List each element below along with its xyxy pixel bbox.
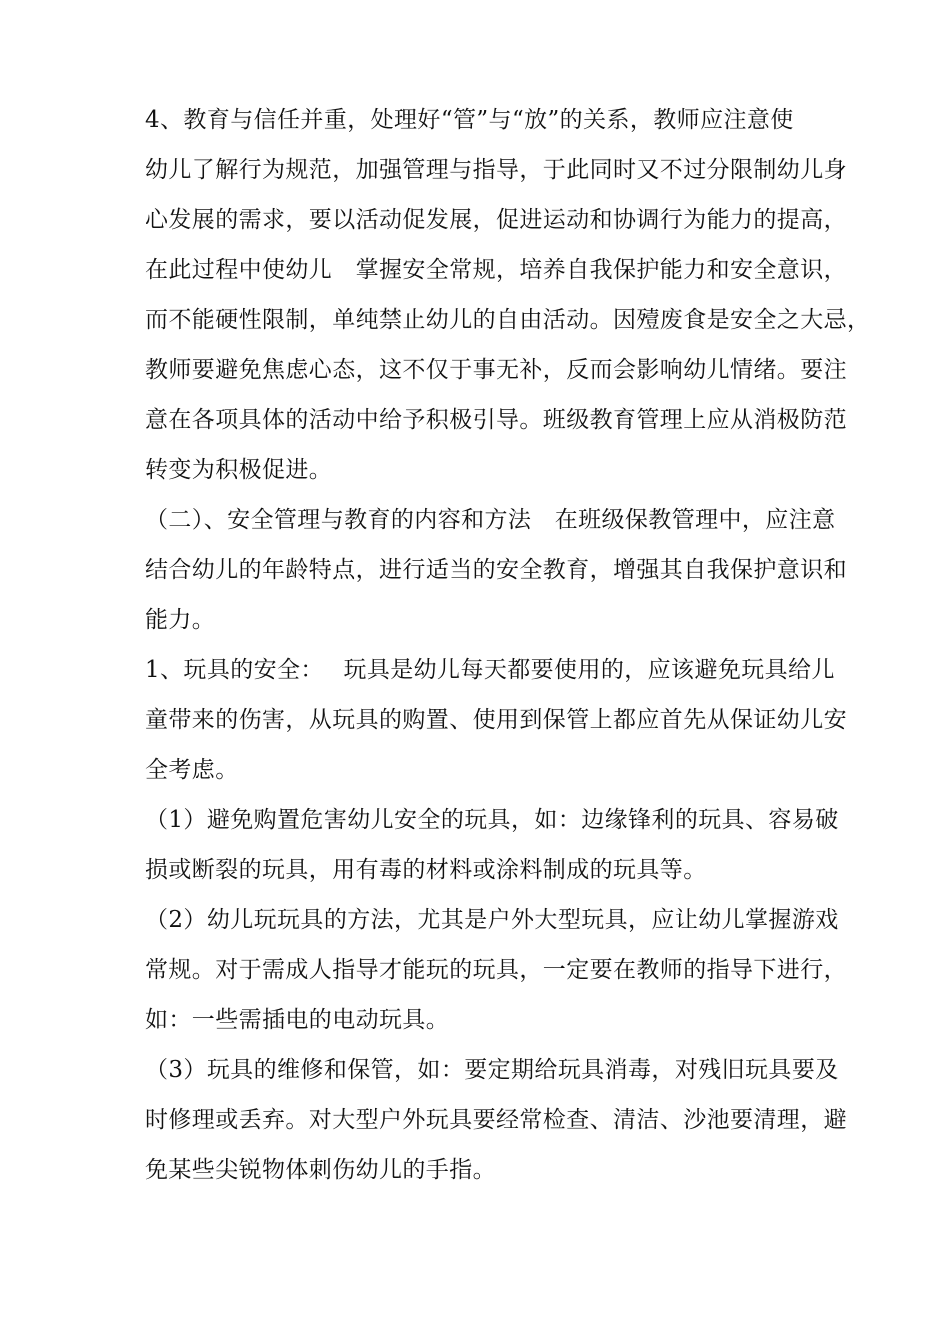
paragraph-line: 而不能硬性限制，单纯禁止幼儿的自由活动。因殪废食是安全之大忌， bbox=[145, 307, 871, 333]
paragraph-line: 童带来的伤害，从玩具的购置、使用到保管上都应首先从保证幼儿安 bbox=[145, 707, 847, 733]
paragraph-line: 转变为积极促进。 bbox=[145, 457, 333, 483]
paragraph-line: 意在各项具体的活动中给予积极引导。班级教育管理上应从消极防范 bbox=[145, 407, 847, 433]
paragraph-line: 免某些尖锐物体刺伤幼儿的手指。 bbox=[145, 1157, 496, 1183]
paragraph-line: 4、教育与信任并重，处理好“管”与“放”的关系，教师应注意使 bbox=[145, 107, 794, 133]
paragraph-line: 结合幼儿的年龄特点，进行适当的安全教育，增强其自我保护意识和 bbox=[145, 557, 847, 583]
paragraph-line: 能力。 bbox=[145, 607, 216, 633]
paragraph-line: 1、玩具的安全： 玩具是幼儿每天都要使用的，应该避免玩具给儿 bbox=[145, 657, 835, 683]
paragraph-line: 心发展的需求，要以活动促发展，促进运动和协调行为能力的提高， bbox=[145, 207, 847, 233]
paragraph-line: 教师要避免焦虑心态，这不仅于事无补，反而会影响幼儿情绪。要注 bbox=[145, 357, 847, 383]
paragraph-line: （2）幼儿玩玩具的方法，尤其是户外大型玩具，应让幼儿掌握游戏 bbox=[145, 907, 839, 933]
paragraph-line: （1）避免购置危害幼儿安全的玩具，如：边缘锋利的玩具、容易破 bbox=[145, 807, 839, 833]
paragraph-line: 如：一些需插电的电动玩具。 bbox=[145, 1007, 450, 1033]
paragraph-line: 时修理或丢弃。对大型户外玩具要经常检查、清洁、沙池要清理，避 bbox=[145, 1107, 847, 1133]
paragraph-line: 全考虑。 bbox=[145, 757, 239, 783]
paragraph-line: （3）玩具的维修和保管，如：要定期给玩具消毒，对残旧玩具要及 bbox=[145, 1057, 839, 1083]
paragraph-line: 在此过程中使幼儿 掌握安全常规，培养自我保护能力和安全意识， bbox=[145, 257, 847, 283]
paragraph-line: 常规。对于需成人指导才能玩的玩具，一定要在教师的指导下进行， bbox=[145, 957, 847, 983]
section-heading-line: （二）、安全管理与教育的内容和方法 在班级保教管理中，应注意 bbox=[145, 507, 836, 533]
paragraph-line: 幼儿了解行为规范，加强管理与指导，于此同时又不过分限制幼儿身 bbox=[145, 157, 847, 183]
paragraph-line: 损或断裂的玩具，用有毒的材料或涂料制成的玩具等。 bbox=[145, 857, 707, 883]
